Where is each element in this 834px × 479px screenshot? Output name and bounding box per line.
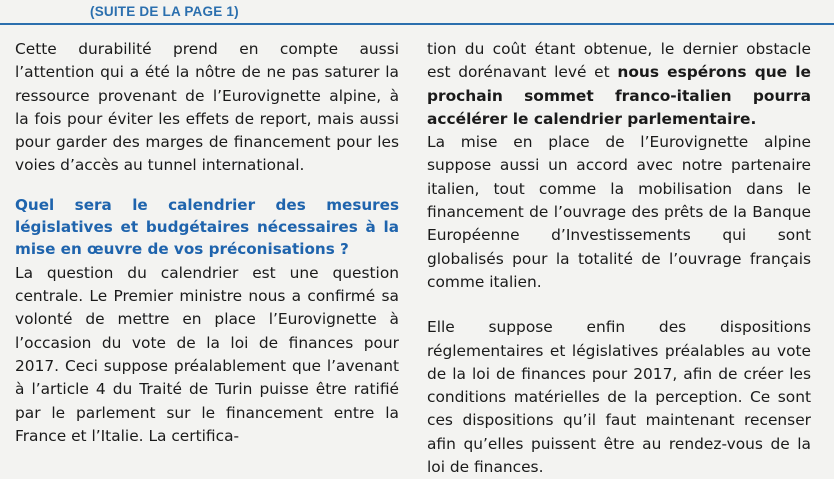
right-column [427, 38, 811, 479]
interview-question: Quel sera le calendrier des mesures législatives et budgétaires nécessaires à la mise en œuvre de vos préconisations ? [15, 195, 399, 258]
continuation-label: (SUITE DE LA PAGE 1) [90, 4, 239, 19]
left-paragraph-1: Cette durabilité prend en compte aussi l’attention qui a été la nôtre de ne pas saturer la ressource provenant de l’Eurovignette alpine, à la fois pour éviter les effets de report, mais aussi pour garder des marges de financement pour les voies d’accès au tunnel international. [15, 40, 399, 175]
right-paragraph-2: La mise en place de l’Eurovignette alpine suppose aussi un accord avec notre partenaire italien, tout comme la mobilisation dans le financement de l’ouvrage des prêts de la Banque Européenne d’Investissements qui sont globalisés pour la totalité de l’ouvrage français comme italien. [427, 133, 811, 291]
paragraph-spacer [427, 294, 811, 316]
right-paragraph-1-text: tion du coût étant obtenue, le dernier obstacle est dorénavant levé et [427, 40, 811, 82]
header-divider [0, 23, 834, 25]
right-paragraph-3: Elle suppose enfin des dispositions réglementaires et législatives préalables au vote de la loi de finances pour 2017, afin de créer les conditions matérielles de la perception. Ce sont ces dispositions qu’il faut maintenant recenser afin qu’elles puissent être au rendez-vous de la loi de finances. [427, 318, 811, 477]
right-paragraph-1-emphasis: nous espérons que le prochain sommet franco-italien pourra accélérer le calendrier parlementaire. [427, 63, 812, 128]
right-paragraph-1 [427, 38, 811, 131]
left-paragraph-2: La question du calendrier est une question centrale. Le Premier ministre nous a confirmé sa volonté de mettre en place l’Eurovignette à l’occasion du vote de la loi de finances pour 2017. Ceci suppose préalablement que l’avenant à l’article 4 du Traité de Turin puisse être ratifié par le parlement sur le financement entre la France et l’Italie. La certifica- [15, 263, 399, 445]
left-column [15, 38, 399, 448]
